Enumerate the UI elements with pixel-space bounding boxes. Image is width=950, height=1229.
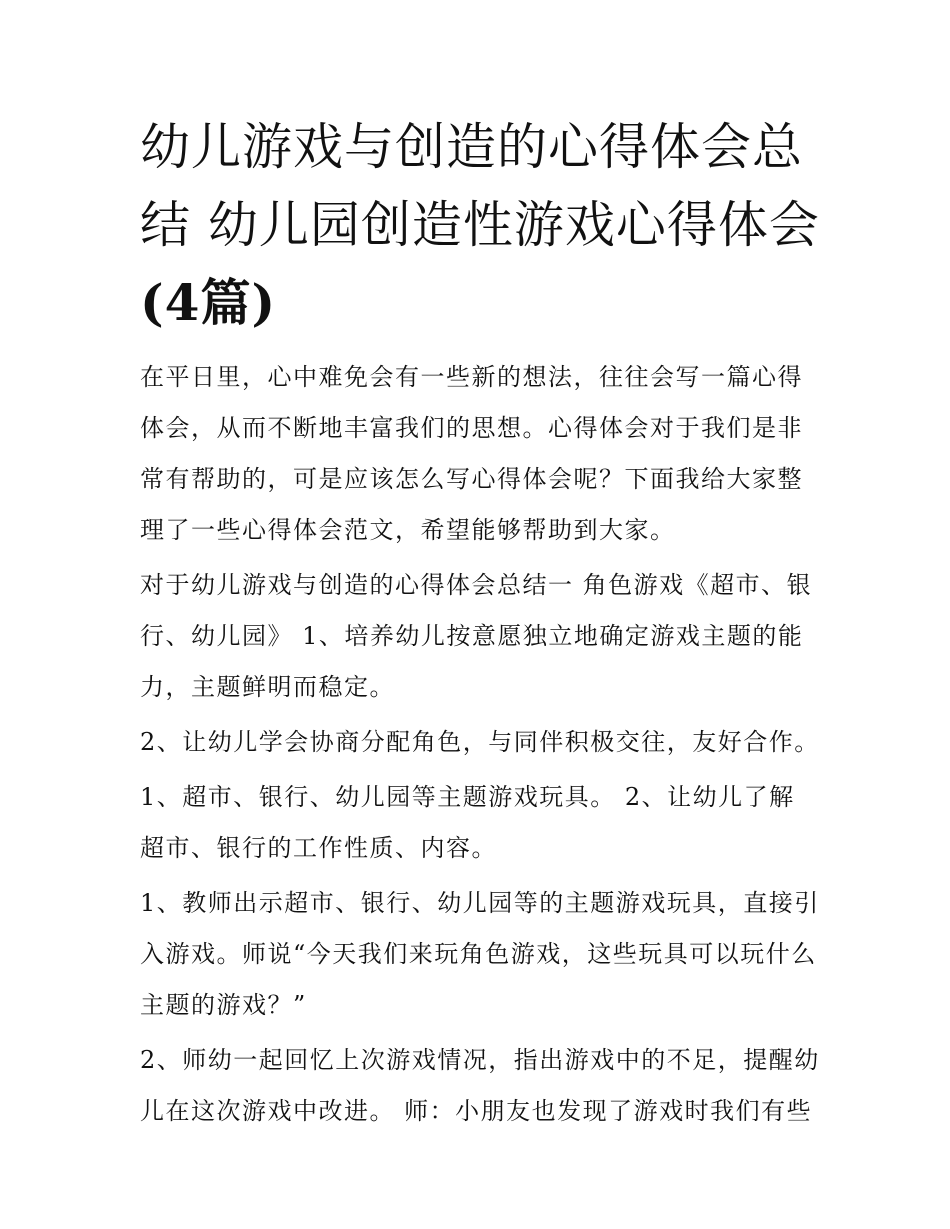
document-title [140,108,820,342]
paragraph-step-one: 1、教师出示超市、银行、幼儿园等的主题游戏玩具，直接引入游戏。师说“今天我们来玩角色游戏，这些玩具可以玩什么主题的游戏？” [140,889,820,1019]
paragraph-step-two: 2、师幼一起回忆上次游戏情况，指出游戏中的不足，提醒幼儿在这次游戏中改进。 师：小朋友也发现了游戏时我们有些 [140,1046,820,1125]
paragraph-goal-two: 2、让幼儿学会协商分配角色，与同伴积极交往，友好合作。 [140,728,820,756]
paragraph-preparation: 1、超市、银行、幼儿园等主题游戏玩具。 2、让幼儿了解超市、银行的工作性质、内容。 [140,783,795,862]
document-body [140,352,820,1141]
paragraph-section-one: 对于幼儿游戏与创造的心得体会总结一 角色游戏《超市、银行、幼儿园》 1、培养幼儿按意愿独立地确定游戏主题的能力，主题鲜明而稳定。 [140,571,813,701]
paragraph-intro: 在平日里，心中难免会有一些新的想法，往往会写一篇心得体会，从而不断地丰富我们的思想。心得体会对于我们是非常有帮助的，可是应该怎么写心得体会呢？下面我给大家整理了一些心得体会范文，希望能够帮助到大家。 [140,363,803,544]
title-tail: (4篇) [140,273,277,332]
title-main: 幼儿游戏与创造的心得体会总结 幼儿园创造性游戏心得体会 [140,118,820,254]
